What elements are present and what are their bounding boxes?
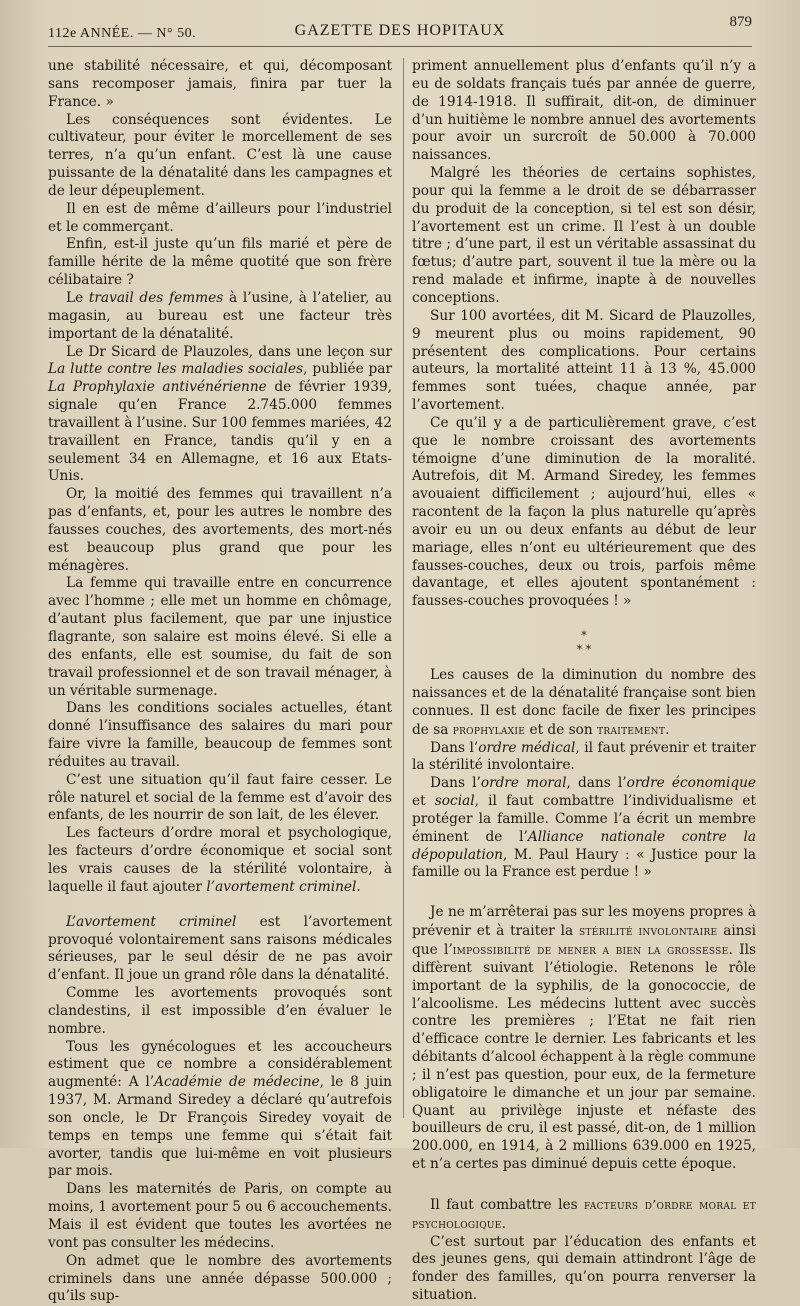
small-caps-text: facteurs d’ordre moral et psychologique	[412, 1196, 757, 1231]
paragraph	[412, 415, 756, 611]
text-run: Dans l’	[430, 739, 479, 756]
paragraph	[48, 112, 392, 201]
text-run: et de son	[525, 721, 598, 738]
left-column	[48, 58, 392, 1306]
italic-text: travail des femmes	[88, 289, 224, 306]
text-run: ainsi que l’	[412, 923, 756, 958]
text-run: Il en est de même d’ailleurs pour l’industriel et le commerçant.	[48, 200, 392, 235]
text-run: Sur 100 avortées, dit M. Sicard de Plauzolles, 9 meurent plus ou moins rapidement, 90 présentent des complications. Pour certains auteurs, la mortalité atteint 11 à 13 %, 45.000 femmes sont tuées, chaque année, par l’avortement.	[412, 307, 756, 414]
text-run: Comme les avortements provoqués sont clandestins, il est impossible d’en évaluer le nombre.	[48, 985, 392, 1037]
text-run: Il faut combattre les	[430, 1196, 585, 1213]
text-run: C’est surtout par l’éducation des enfants et des jeunes gens, qui demain attindront l’âge de fonder des familles, qu’on pourra renverser la situation.	[412, 1233, 756, 1304]
paragraph	[48, 486, 392, 575]
text-run: .	[501, 1215, 507, 1232]
text-run: une stabilité nécessaire, et qui, décomposant sans recomposer jamais, finira par tuer la France. »	[48, 58, 392, 110]
text-run: C’est une situation qu’il faut faire cesser. Le rôle naturel et social de la femme est d’avoir des enfants, de les nourrir de son lait, de les élever.	[48, 771, 392, 824]
paragraph	[48, 201, 392, 237]
paragraph	[48, 1181, 392, 1252]
page-header	[48, 10, 752, 47]
paragraph	[48, 1253, 392, 1306]
text-run: Je ne m’arrêterai pas sur les moyens propres à prévenir et à traiter la	[412, 904, 756, 940]
text-run: Les causes de la diminution du nombre des naissances et de la dénatalité française sont bien connues. Il est donc facile de fixer les principes de sa	[412, 667, 756, 738]
text-run: Or, la moitié des femmes qui travaillent n’a pas d’enfants, et, pour les autres le nombre des fausses couches, des avortements, des mort-nés est beaucoup plus grand que pour les ménagères.	[48, 486, 392, 574]
small-caps-text: stérilité involontaire	[578, 923, 718, 939]
text-run: de février 1939, signale qu’en France 2.745.000 femmes travaillent à l’usine. Sur 100 femmes mariées, 42 travaillent en France, tandis qu’il y en a seulement 34 en Allemagne, et 16 aux Etats-Unis.	[48, 379, 392, 485]
text-run: , il faut prévenir et traiter la stérilité involontaire.	[412, 739, 756, 774]
paragraph	[48, 700, 392, 771]
paragraph	[412, 667, 756, 739]
text-run: priment annuellement plus d’enfants qu’il n’y a eu de soldats français tués par année de guerre, de 1914-1918. Il suffirait, dit-on, de diminuer d’un huitième le nombre annuel des avortements pour avoir un surcroît de 50.000 à 70.000 naissances.	[412, 58, 756, 164]
paragraph	[412, 1196, 756, 1234]
text-run: Dans les conditions sociales actuelles, étant donné l’insuffisance des salaires du mari pour faire vivre la famille, beaucoup de femmes sont réduites au travail.	[48, 700, 392, 770]
italic-text: La Prophylaxie antivénérienne	[48, 379, 267, 396]
paragraph	[412, 740, 756, 776]
text-run: , le 8 juin 1937, M. Armand Siredey a déclaré qu’autrefois son oncle, le Dr François Siredey voyait de temps en temps une femme qui s’était fait avorter, tandis que lui-même en voit plusieurs par mois.	[48, 1074, 392, 1180]
text-run: .	[665, 721, 670, 738]
paragraph	[48, 290, 392, 344]
paragraph	[48, 985, 392, 1039]
text-run: La femme qui travaille entre en concurrence avec l’homme ; elle met un homme en chômage, d’autant plus facilement, que par une injustice flagrante, son salaire est moins élevé. Si elle a des enfants, elle est soumise, du fait de son travail professionnel et de son travail ménager, à un véritable surmenage.	[48, 575, 392, 699]
text-run: Le Dr Sicard de Plauzoles, dans une leçon sur	[66, 343, 392, 360]
paragraph	[48, 236, 392, 290]
text-run: Les conséquences sont évidentes. Le cultivateur, pour éviter le morcellement de ses terres, n’a qu’un enfant. C’est là une cause puissante de la dénatalité dans les campagnes et de leur dépeuplement.	[48, 111, 392, 199]
small-caps-text: prophylaxie	[452, 721, 526, 737]
text-run: Enfin, est-il juste qu’un fils marié et père de famille hérite de la même quotité que son frère célibataire ?	[48, 236, 392, 289]
italic-text: La lutte contre les maladies sociales	[48, 361, 304, 378]
right-column	[412, 58, 756, 1305]
text-run: Tous les gynécologues et les accoucheurs estiment que ce nombre a considérablement augmenté: A l’	[48, 1038, 392, 1091]
paragraph	[412, 775, 756, 882]
text-run: Malgré les théories de certains sophistes, pour qui la femme a le droit de se débarrasser du produit de la conception, si tel est son désir, l’avortement est un crime. Il l’est à un double titre ; d’une part, il est un véritable assassinat du fœtus; d’autre part, souvent il tue la mère ou la rend malade et infirme, inapte à de nouvelles conceptions.	[412, 165, 756, 306]
paragraph	[412, 308, 756, 415]
text-run: à l’usine, à l’atelier, au magasin, au bureau est une facteur très important de la dénatalité.	[48, 289, 392, 342]
text-run: On admet que le nombre des avortements criminels dans une année dépasse 500.000 ; qu’ils sup-	[48, 1252, 392, 1305]
italic-text: ordre médical	[478, 739, 576, 756]
text-run: , dans l’	[566, 775, 627, 792]
text-run: * * *	[576, 629, 592, 657]
text-run: . Ils diffèrent suivant l’étiologie. Retenons le rôle important de la syphilis, de la gonococcie, de l’alcoolisme. Les médecins luttent avec succès contre les premières ; l’Etat ne fait rien d’efficace contre le dernier. Les fabricants et les débitants d’alcool échappent à la règle commune ; il n’est pas question, pour eux, de la fermeture obligatoire le dimanche et un jour par semaine. Quant au privilège injuste et néfaste des bouilleurs de cru, il est passé, dit-on, de 1 million 200.000, en 1914, à 2 millions 639.000 en 1925, et n’a certes pas diminué depuis cette époque.	[412, 941, 757, 1173]
italic-text: L’avortement criminel	[66, 913, 237, 930]
text-run: Ce qu’il y a de particulièrement grave, c’est que le nombre croissant des avortements témoigne d’une diminution de la moralité. Autrefois, dit M. Armand Siredey, les femmes avouaient difficilement ; aujourd’hui, elles « racontent de la façon la plus naturelle qu’après avoir eu un ou deux enfants au début de leur mariage, elles n’ont eu ultérieurement que des fausses-couches, deux ou trois, parfois même davantage, et elles ajoutent spontanément : fausses-couches provoquées ! »	[412, 414, 756, 610]
italic-text: Alliance nationale contre la dépopulation	[412, 828, 757, 863]
text-run: , publiée par	[303, 361, 392, 378]
paragraph	[412, 904, 756, 1174]
paragraph	[48, 58, 392, 112]
page-number: 879	[729, 14, 752, 30]
paragraph	[48, 575, 392, 700]
paragraph	[412, 165, 756, 308]
italic-text: ordre moral	[480, 775, 567, 792]
small-caps-text: traitement	[597, 721, 666, 737]
italic-text: l’avortement criminel.	[206, 878, 361, 895]
paragraph	[48, 825, 392, 896]
text-run: Le	[66, 289, 89, 306]
journal-title: GAZETTE DES HOPITAUX	[294, 22, 506, 39]
paragraph	[48, 1039, 392, 1182]
text-run: est l’avortement provoqué volontairement sans raisons médicales sérieuses, par le seul désir de ne pas avoir d’enfant. Il joue un grand rôle dans la dénatalité.	[48, 913, 392, 984]
text-run: Dans les maternités de Paris, on compte au moins, 1 avortement pour 5 ou 6 accouchements. Mais il est évident que toutes les avortées ne vont pas consulter les médecins.	[48, 1181, 392, 1251]
paragraph	[48, 914, 392, 985]
column-divider	[403, 58, 404, 1118]
issue-number: 112e ANNÉE. — N° 50.	[48, 26, 197, 41]
text-run: Les facteurs d’ordre moral et psychologique, les facteurs d’ordre économique et social sont les vrais causes de la stérilité volontaire, à laquelle il faut ajouter	[48, 825, 392, 895]
section-separator	[412, 629, 756, 657]
italic-text: social	[434, 793, 475, 810]
paragraph	[48, 772, 392, 826]
paragraph	[412, 1234, 756, 1305]
paragraph	[412, 58, 756, 165]
small-caps-text: impossibilité de mener a bien la grossesse	[452, 941, 729, 957]
text-run: , il faut combattre l’individualisme et protéger la famille. Comme l’a écrit un membre éminent de l’	[412, 793, 756, 845]
text-run: et	[412, 793, 435, 810]
paragraph	[48, 344, 392, 487]
text-run: , M. Paul Haury : « Justice pour la famille ou la France est perdue ! »	[412, 846, 756, 881]
italic-text: Académie de médecine	[154, 1074, 320, 1091]
italic-text: ordre économique	[626, 775, 756, 792]
text-run: Dans l’	[430, 775, 481, 792]
